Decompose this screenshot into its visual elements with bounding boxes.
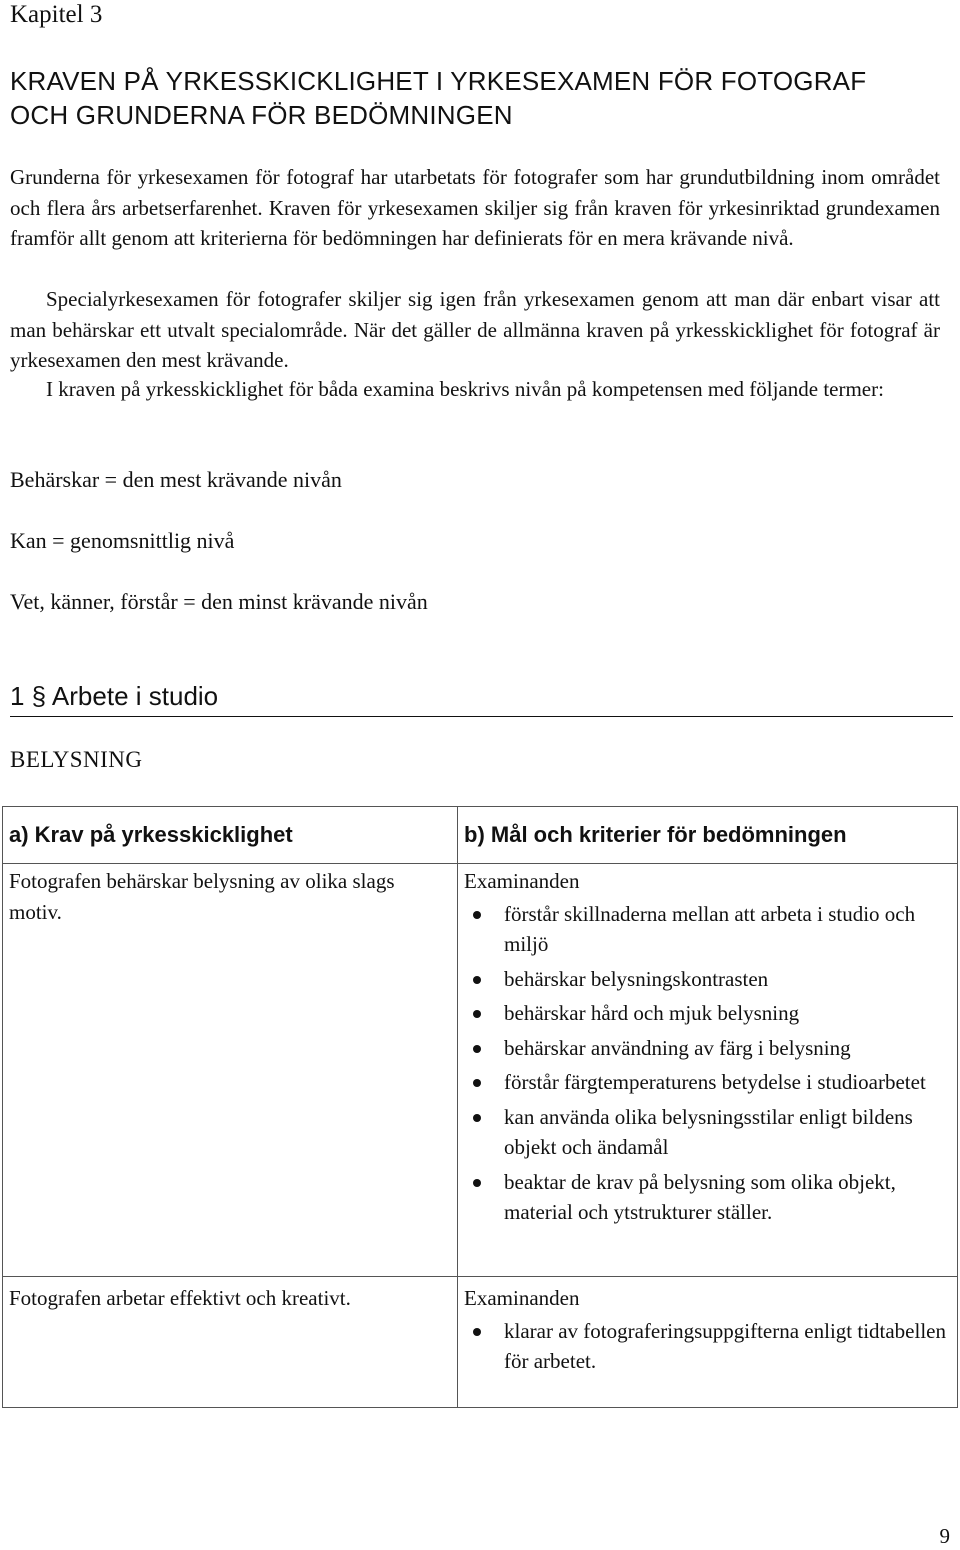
- term-beharskar: Behärskar = den mest krävande nivån: [10, 467, 342, 492]
- intro-paragraph: Grunderna för yrkesexamen för fotograf har utarbetats för fotografer som har grundutbildning inom området och flera års arbetserfarenhet. Kraven för yrkesexamen skiljer sig från kraven för yrkesinriktad grundexamen framför allt genom att kriterierna för bedömningen har definierats för en mera krävande nivå.: [10, 165, 940, 250]
- chapter-label: Kapitel 3: [10, 1, 103, 28]
- criteria-cell: [458, 864, 958, 1277]
- list-item: behärskar användning av färg i belysning: [504, 1033, 951, 1064]
- page-title-line-2: OCH GRUNDERNA FÖR BEDÖMNINGEN: [10, 100, 513, 130]
- examinee-label: Examinanden: [464, 1286, 580, 1310]
- list-item: kan använda olika belysningsstilar enligt bildens objekt och ändamål: [504, 1102, 951, 1163]
- column-header-requirements: a) Krav på yrkesskicklighet: [3, 807, 458, 864]
- list-item: förstår skillnaderna mellan att arbeta i studio och miljö: [504, 899, 951, 960]
- list-item: beaktar de krav på belysning som olika objekt, material och ytstrukturer ställer.: [504, 1167, 951, 1228]
- terms-intro-paragraph: I kraven på yrkesskicklighet för båda examina beskrivs nivån på kompetensen med följande termer:: [46, 377, 884, 401]
- subheading: BELYSNING: [10, 747, 143, 772]
- section-heading: 1 § Arbete i studio: [10, 678, 953, 717]
- list-item: klarar av fotograferingsuppgifterna enligt tidtabellen för arbetet.: [504, 1316, 951, 1377]
- list-item: behärskar belysningskontrasten: [504, 964, 951, 995]
- criteria-cell: [458, 1277, 958, 1408]
- specialist-paragraph: Specialyrkesexamen för fotografer skiljer sig igen från yrkesexamen genom att man där enbart visar att man behärskar ett utvalt specialområde. När det gäller de allmänna kraven på yrkesskicklighet för fotograf är yrkesexamen den mest krävande.: [10, 287, 940, 372]
- page-title: [10, 64, 940, 132]
- table-header-row: [3, 807, 958, 864]
- table-row: [3, 1277, 958, 1408]
- term-kan: Kan = genomsnittlig nivå: [10, 528, 235, 553]
- criteria-list: [464, 899, 951, 1228]
- list-item: förstår färgtemperaturens betydelse i studioarbetet: [504, 1067, 951, 1098]
- column-header-criteria: b) Mål och kriterier för bedömningen: [458, 807, 958, 864]
- page-title-line-1: KRAVEN PÅ YRKESSKICKLIGHET I YRKESEXAMEN FÖR FOTOGRAF: [10, 66, 867, 96]
- criteria-list: [464, 1316, 951, 1377]
- term-vet: Vet, känner, förstår = den minst krävande nivån: [10, 589, 428, 614]
- requirement-cell: Fotografen arbetar effektivt och kreativt.: [3, 1277, 458, 1408]
- page-number: 9: [939, 1524, 950, 1548]
- requirement-cell: Fotografen behärskar belysning av olika slags motiv.: [3, 864, 458, 1277]
- table-row: [3, 864, 958, 1277]
- list-item: behärskar hård och mjuk belysning: [504, 998, 951, 1029]
- criteria-table: [2, 806, 958, 1408]
- examinee-label: Examinanden: [464, 869, 580, 893]
